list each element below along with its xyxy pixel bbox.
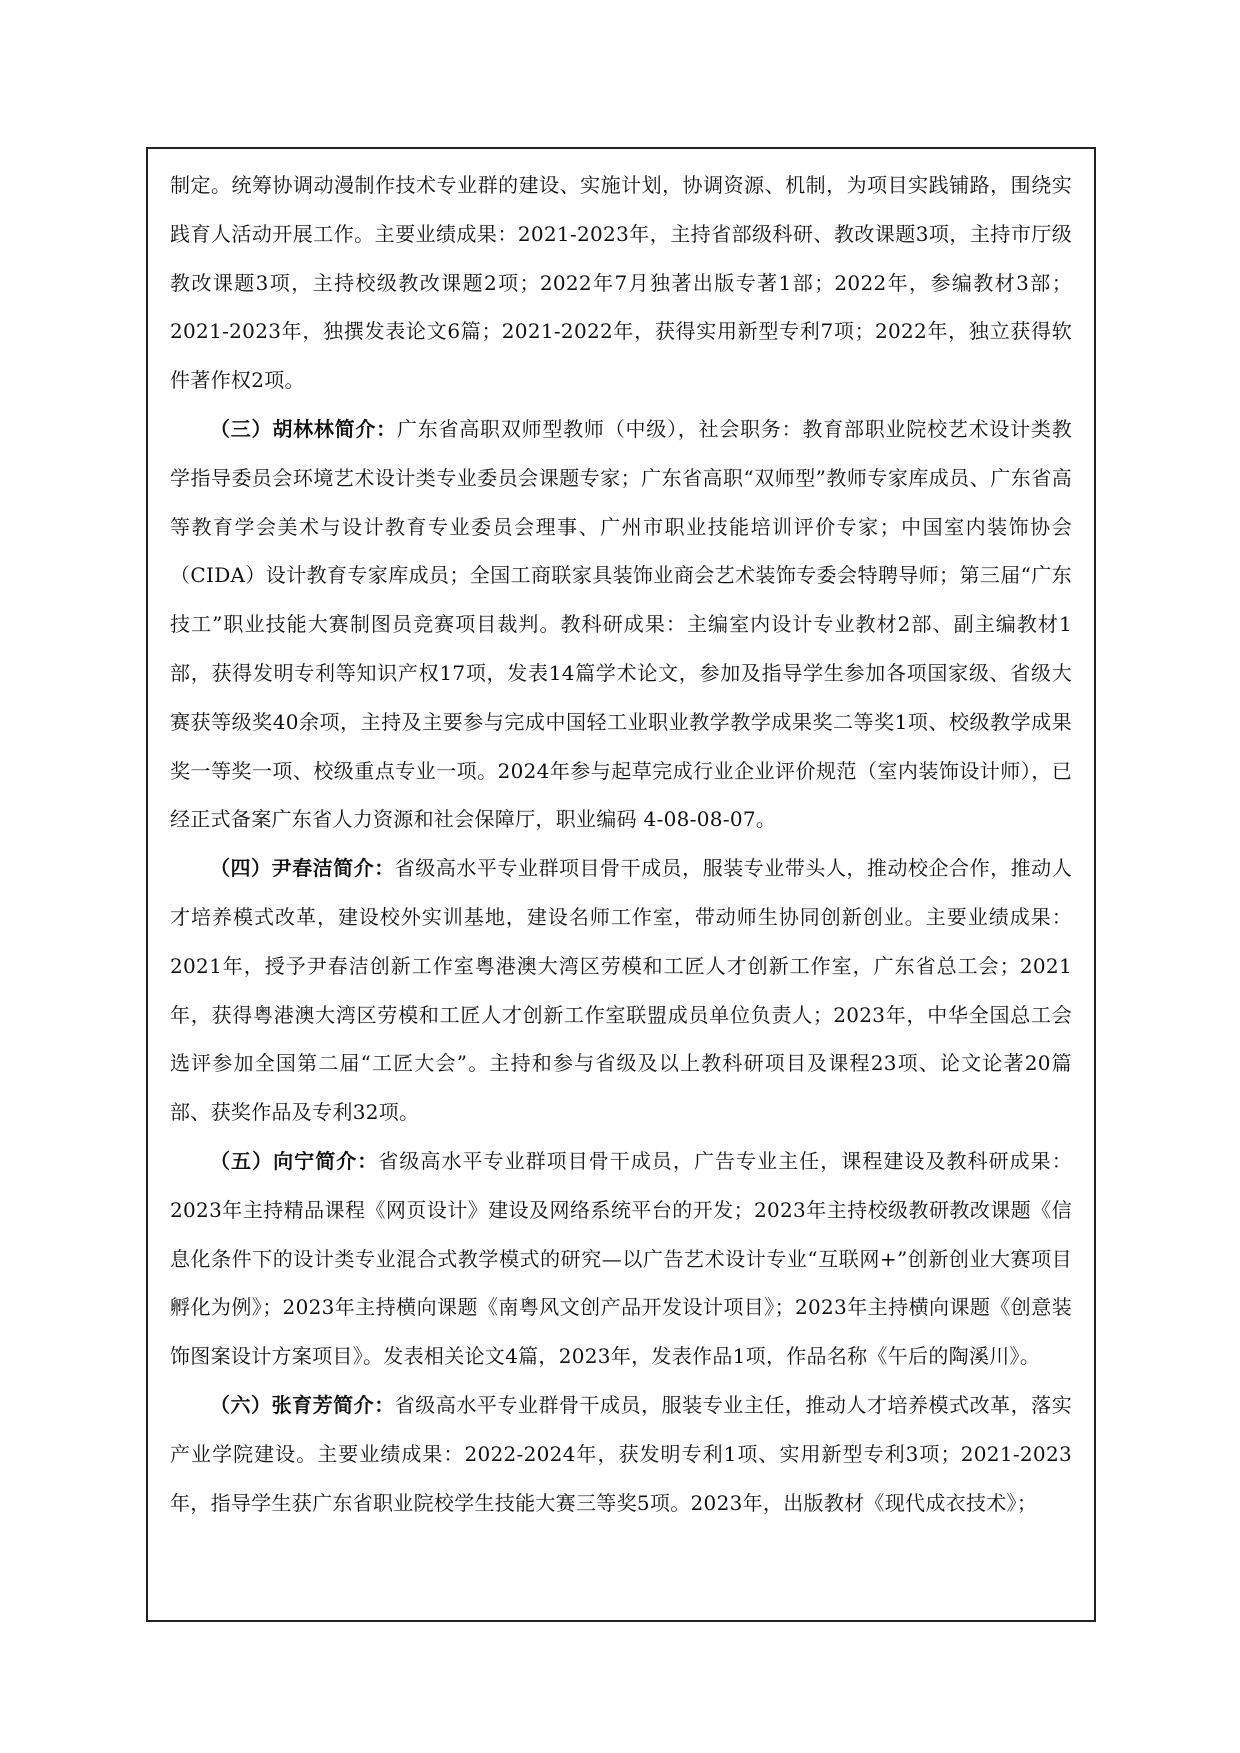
paragraph-heading: （五）向宁简介： (210, 1148, 379, 1173)
paragraph-text: 省级高水平专业群骨干成员，服装专业主任，推动人才培养模式改革，落实产业学院建设。主要业绩成果：2022-2024年，获发明专利1项、实用新型专利3项；2021-2023年，指导学生获广东省职业院校学生技能大赛三等奖5项。2023年，出版教材《现代成衣技术》； (170, 1392, 1072, 1515)
paragraph-text: 广东省高职双师型教师（中级），社会职务：教育部职业院校艺术设计类教学指导委员会环境艺术设计类专业委员会课题专家；广东省高职“双师型”教师专家库成员、广东省高等教育学会美术与设计教育专业委员会理事、广州市职业技能培训评价专家；中国室内装饰协会（CIDA）设计教育专家库成员；全国工商联家具装饰业商会艺术装饰专委会特聘导师；第三届“广东技工”职业技能大赛制图员竞赛项目裁判。教科研成果：主编室内设计专业教材2部、副主编教材1部，获得发明专利等知识产权17项，发表14篇学术论文，参加及指导学生参加各项国家级、省级大赛获等级奖40余项，主持及主要参与完成中国轻工业职业教学教学成果奖二等奖1项、校级教学成果奖一等奖一项、校级重点专业一项。2024年参与起草完成行业企业评价规范（室内装饰设计师），已经正式备案广东省人力资源和社会保障厅，职业编码 4-08-08-07。 (170, 416, 1073, 832)
paragraph-zhang-yufang (170, 1381, 1072, 1527)
paragraph-text: 省级高水平专业群项目骨干成员，广告专业主任，课程建设及教科研成果：2023年主持精品课程《网页设计》建设及网络系统平台的开发；2023年主持校级教研教改课题《信息化条件下的设计类专业混合式教学模式的研究—以广告艺术设计专业“互联网+”创新创业大赛项目孵化为例》；2023年主持横向课题《南粤风文创产品开发设计项目》；2023年主持横向课题《创意装饰图案设计方案项目》。发表相关论文4篇，2023年，发表作品1项，作品名称《午后的陶溪川》。 (170, 1148, 1072, 1369)
paragraph-text: 省级高水平专业群项目骨干成员，服装专业带头人，推动校企合作，推动人才培养模式改革，建设校外实训基地，建设名师工作室，带动师生协同创新创业。主要业绩成果：2021年，授予尹春洁创新工作室粤港澳大湾区劳模和工匠人才创新工作室，广东省总工会；2021年，获得粤港澳大湾区劳模和工匠人才创新工作室联盟成员单位负责人；2023年，中华全国总工会选评参加全国第二届“工匠大会”。主持和参与省级及以上教科研项目及课程23项、论文论著20篇部、获奖作品及专利32项。 (170, 856, 1072, 1125)
paragraph-heading: （六）张育芳简介： (210, 1392, 395, 1417)
paragraph-heading: （三）胡林林简介： (210, 416, 397, 441)
paragraph-text: 制定。统筹协调动漫制作技术专业群的建设、实施计划，协调资源、机制，为项目实践铺路，围绕实践育人活动开展工作。主要业绩成果：2021-2023年，主持省部级科研、教改课题3项，主持市厅级教改课题3项，主持校级教改课题2项；2022年7月独著出版专著1部；2022年，参编教材3部；2021-2023年，独撰发表论文6篇；2021-2022年，获得实用新型专利7项；2022年，独立获得软件著作权2项。 (170, 173, 1072, 393)
paragraph-xiang-ning (170, 1137, 1072, 1381)
paragraph-heading: （四）尹春洁简介： (210, 856, 395, 881)
paragraph-hu-linlin (170, 405, 1072, 844)
content-table-cell (146, 147, 1096, 1622)
paragraph-yin-chunjie (170, 844, 1072, 1137)
paragraph-continued (170, 161, 1072, 405)
